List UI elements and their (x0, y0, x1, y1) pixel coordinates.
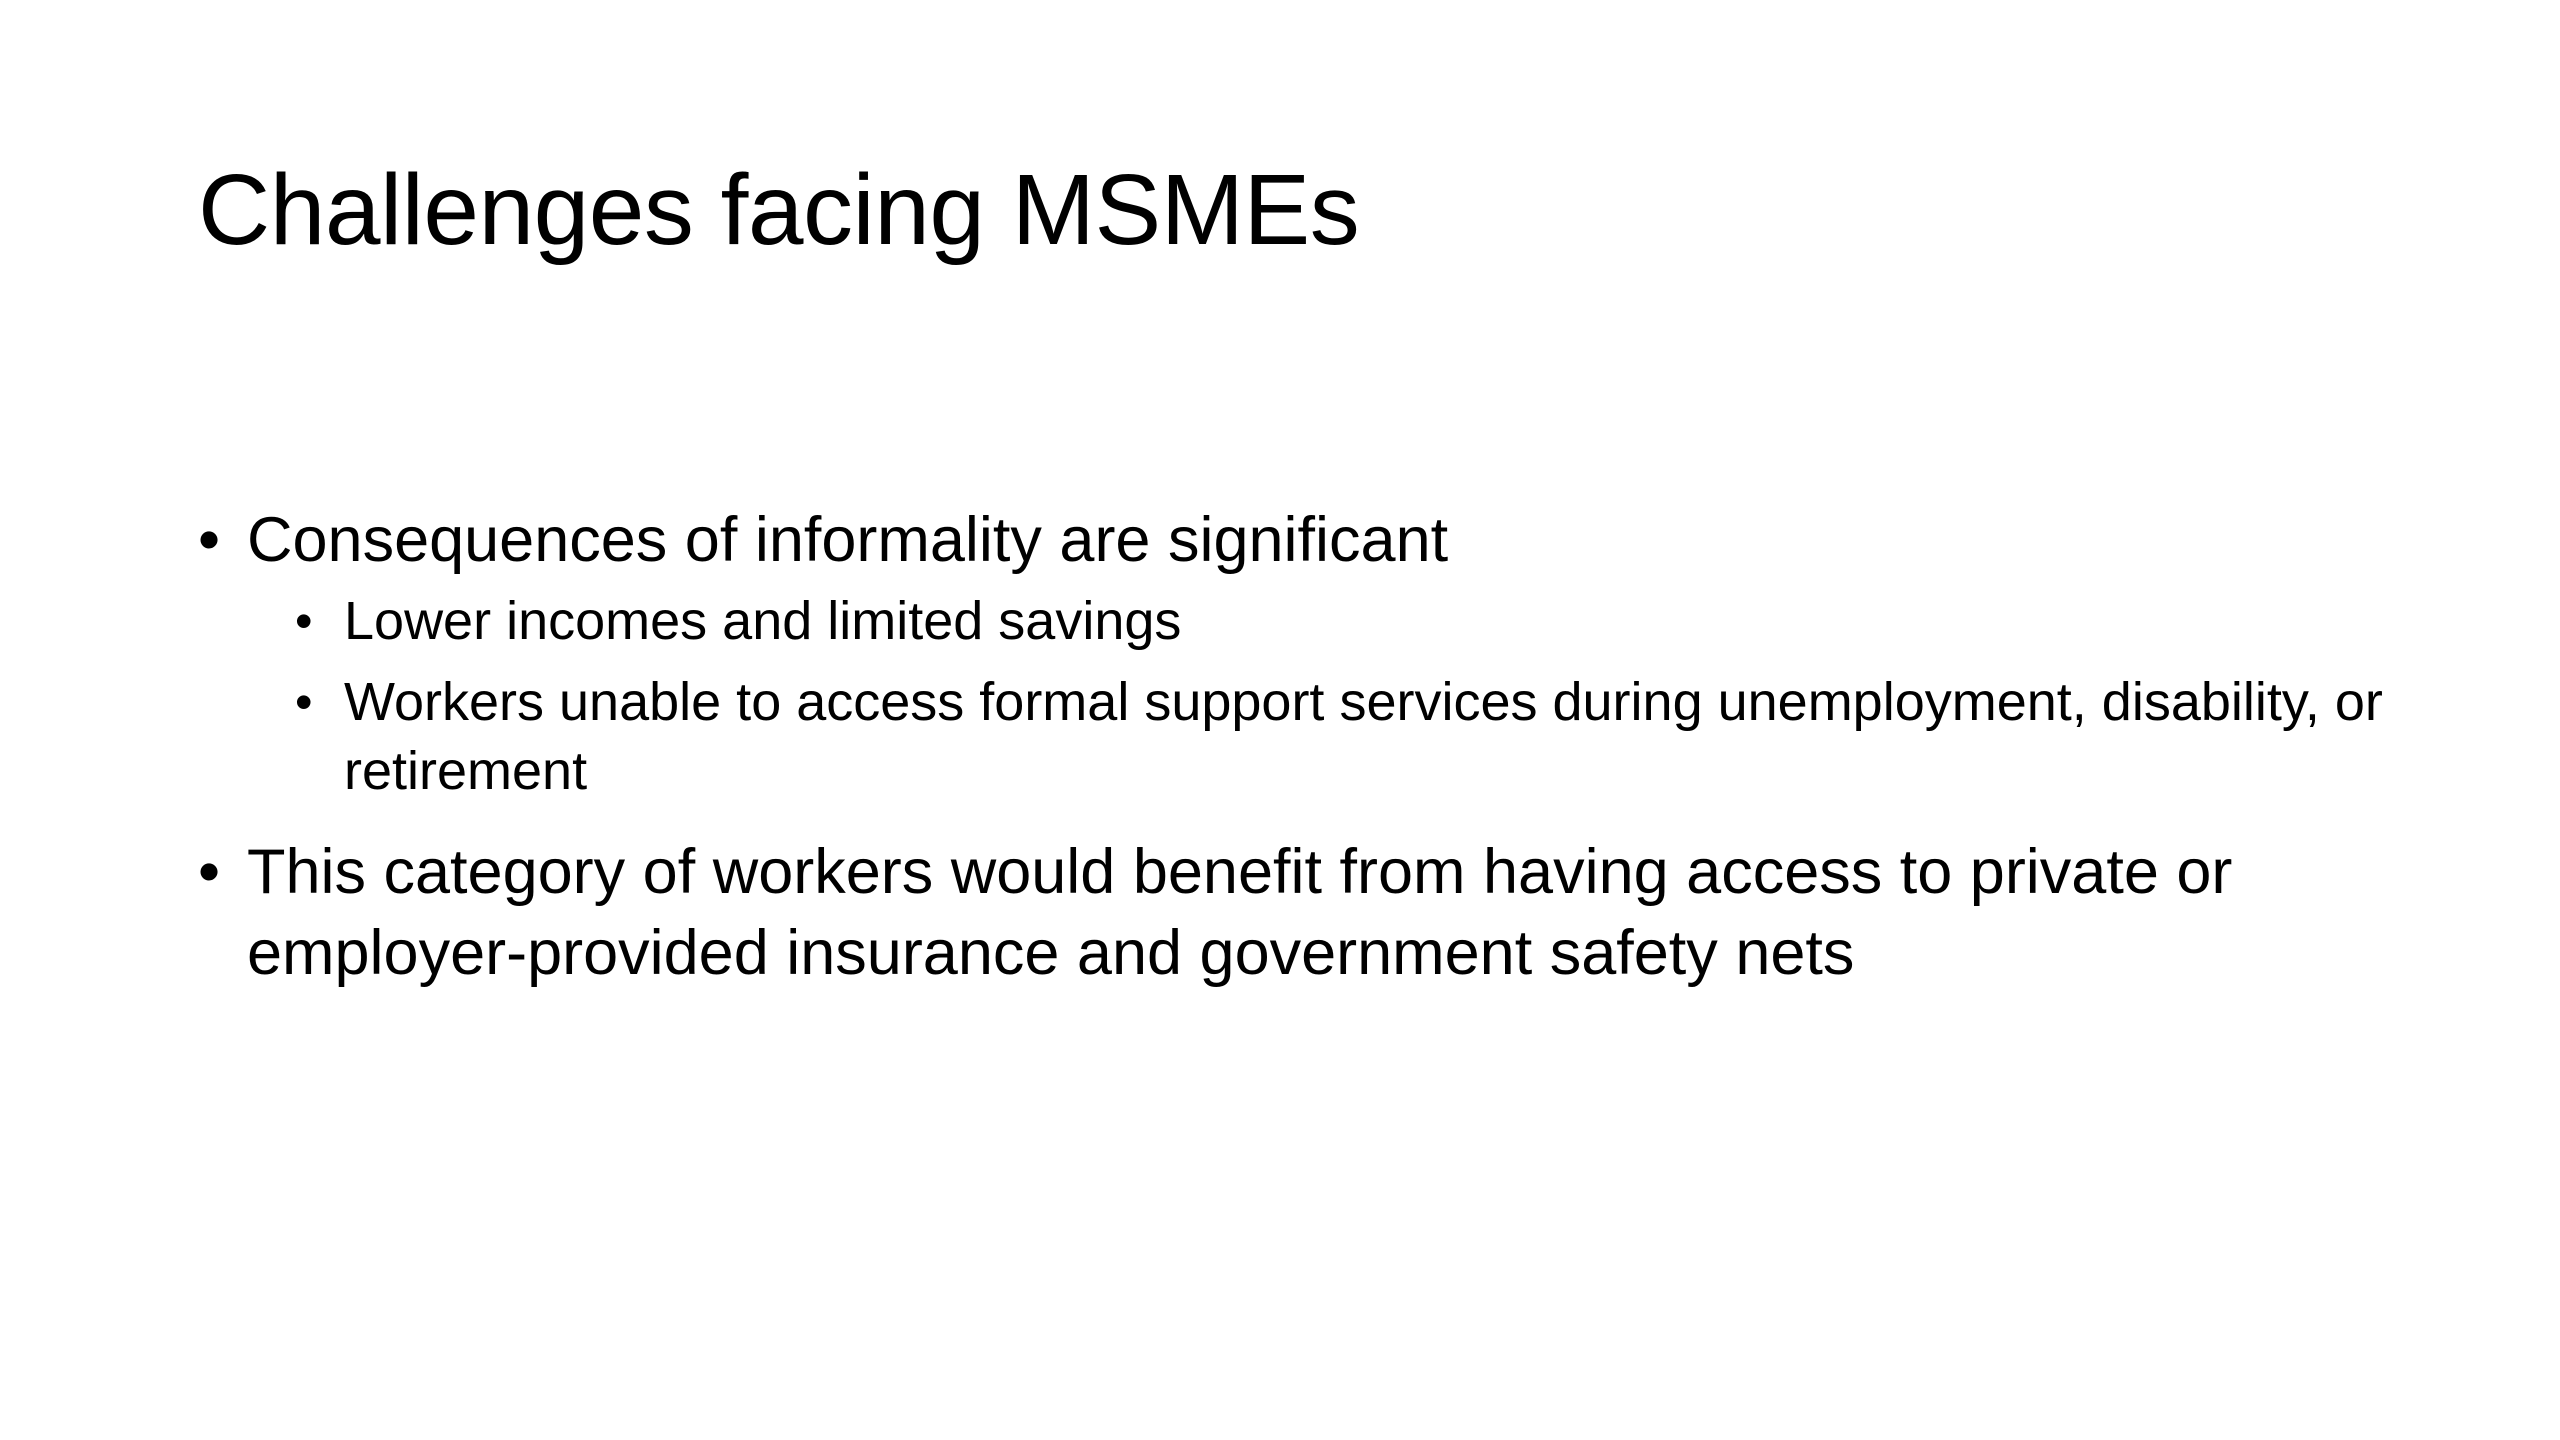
bullet-icon: • (295, 593, 313, 649)
bullet-icon: • (198, 505, 221, 575)
bullet-text: This category of workers would benefit from having access to private or employer-provided insurance and government safety nets (247, 837, 2233, 988)
sub-bullet-item (295, 587, 2398, 656)
slide-content (198, 500, 2398, 994)
slide-title: Challenges facing MSMEs (198, 154, 1360, 266)
sub-bullet-item (295, 668, 2398, 806)
bullet-item (198, 832, 2398, 994)
bullet-icon: • (295, 674, 313, 730)
bullet-item (198, 500, 2398, 581)
bullet-icon: • (198, 837, 221, 907)
bullet-text: Consequences of informality are significant (247, 505, 1449, 575)
sub-bullet-text: Lower incomes and limited savings (344, 591, 1182, 651)
sub-bullet-text: Workers unable to access formal support services during unemployment, disability, or retirement (344, 672, 2383, 801)
